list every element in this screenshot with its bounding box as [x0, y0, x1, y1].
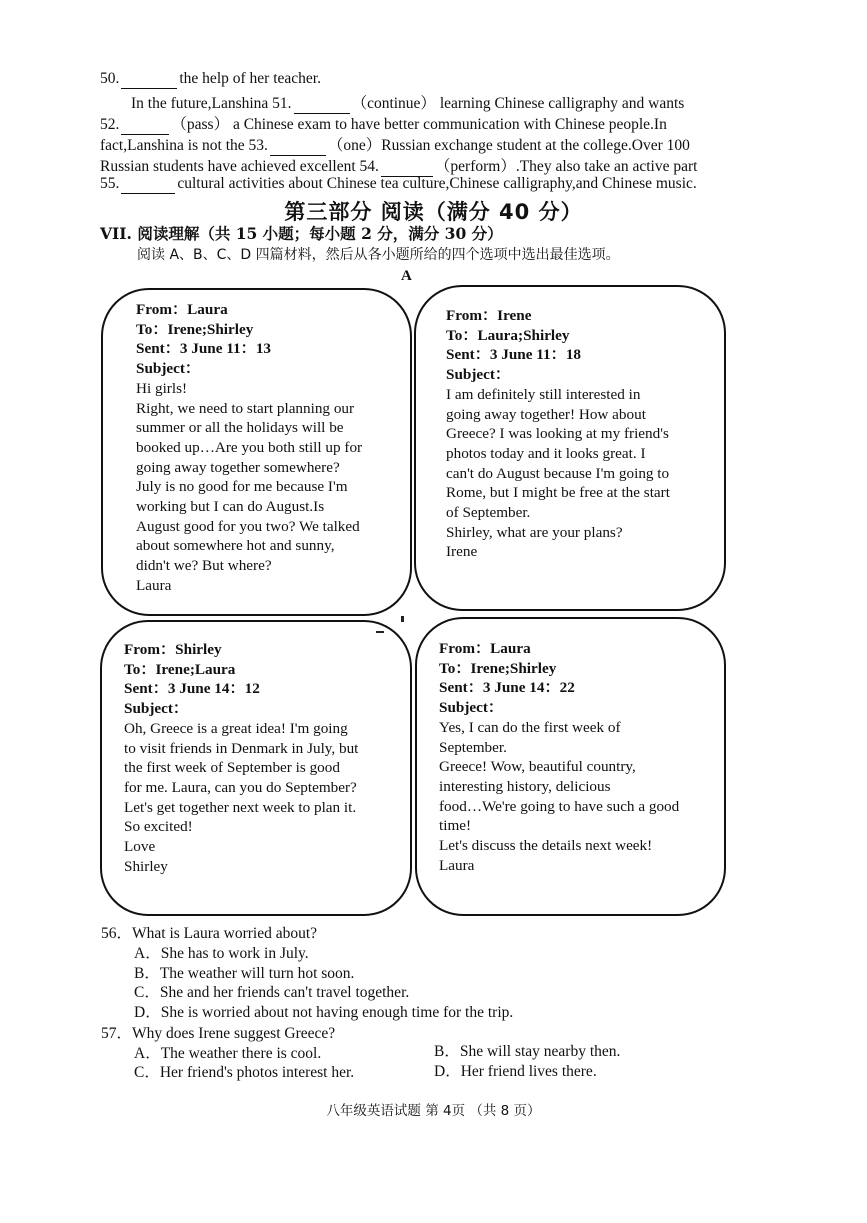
email-to: To：Irene;Laura	[124, 660, 236, 678]
email-body-line: photos today and it looks great. I	[446, 444, 646, 462]
email-body-line: Right, we need to start planning our	[136, 399, 355, 417]
instruction: 阅读 A、B、C、D 四篇材料，然后从各小题所给的四个选项中选出最佳选项。	[137, 247, 620, 263]
email-body-line: Greece? I was looking at my friend's	[446, 425, 669, 443]
email-body-line: about somewhere hot and sunny,	[136, 537, 335, 555]
email-subject: Subject：	[124, 700, 189, 718]
email-signature: Irene	[446, 543, 478, 561]
email-signature: Laura	[439, 856, 475, 874]
email-sent: Sent：3 June 11：18	[446, 346, 582, 364]
email-body-line: going away together somewhere?	[136, 458, 340, 476]
q57-option-d[interactable]: D．Her friend lives there.	[434, 1063, 597, 1080]
email-to: To：Laura;Shirley	[446, 326, 570, 344]
email-body-line: for me. Laura, can you do September?	[124, 778, 357, 796]
email-signature: Laura	[136, 576, 172, 594]
cloze-line-50: 50. the help of her teacher.	[100, 70, 321, 87]
email-sent: Sent：3 June 11：13	[136, 340, 272, 358]
email-body-line: September.	[439, 738, 507, 756]
cloze-line-51: In the future,Lanshina 51. （continue） learning Chinese calligraphy and wants	[131, 95, 685, 112]
email-subject: Subject：	[446, 366, 511, 384]
email-card-irene	[414, 285, 726, 611]
email-from: From：Laura	[439, 640, 531, 657]
email-from: From：Laura	[136, 301, 228, 318]
email-card-laura-1	[101, 288, 412, 616]
email-body-line: Hi girls!	[136, 379, 188, 397]
email-body-line: going away together! How about	[446, 405, 646, 423]
q57-option-a[interactable]: A．The weather there is cool.	[134, 1045, 322, 1062]
part-title: 第三部分 阅读（满分 40 分）	[284, 200, 583, 224]
email-from: From：Shirley	[124, 641, 222, 658]
email-body-line: the first week of September is good	[124, 759, 340, 777]
email-card-shirley	[100, 620, 412, 916]
cloze-line-52: 52. （pass） a Chinese exam to have better communication with Chinese people.In	[100, 116, 667, 133]
email-body-line: food…We're going to have such a good	[439, 797, 680, 815]
email-body-line: working but I can do August.Is	[136, 498, 325, 516]
email-body-line: Shirley, what are your plans?	[446, 523, 623, 541]
cloze-line-53: fact,Lanshina is not the 53. （one）Russian exchange student at the college.Over 100	[100, 137, 690, 154]
email-body-line: Greece! Wow, beautiful country,	[439, 758, 636, 776]
passage-mark: A	[401, 268, 412, 284]
email-body-line: interesting history, delicious	[439, 777, 611, 795]
blank-55[interactable]	[121, 175, 175, 194]
email-signature: Shirley	[124, 857, 168, 875]
email-body-line: August good for you two? We talked	[136, 517, 360, 535]
q56-option-b[interactable]: B．The weather will turn hot soon.	[134, 965, 355, 982]
q57-option-b[interactable]: B．She will stay nearby then.	[434, 1043, 621, 1060]
email-to: To：Irene;Shirley	[439, 659, 557, 677]
q56-option-a[interactable]: A．She has to work in July.	[134, 945, 309, 962]
page-footer: 八年级英语试题 第 4页 （共 8 页）	[326, 1103, 541, 1119]
email-body-line: can't do August because I'm going to	[446, 464, 670, 482]
email-body-line: Rome, but I might be free at the start	[446, 484, 670, 502]
email-body-line: I am definitely still interested in	[446, 385, 641, 403]
blank-50[interactable]	[121, 70, 177, 89]
q57-option-c[interactable]: C．Her friend's photos interest her.	[134, 1064, 355, 1081]
cloze-line-54: Russian students have achieved excellent 54. （perform）.They also take an active part	[100, 158, 698, 175]
scan-speck	[376, 631, 384, 633]
email-to: To：Irene;Shirley	[136, 320, 254, 338]
email-body-line: booked up…Are you both still up for	[136, 438, 363, 456]
email-body-line: Let's get together next week to plan it.	[124, 798, 357, 816]
email-body-line: of September.	[446, 504, 531, 522]
email-subject: Subject：	[439, 699, 504, 717]
email-body-line: to visit friends in Denmark in July, but	[124, 739, 359, 757]
email-sent: Sent：3 June 14：22	[439, 679, 575, 697]
q56-option-c[interactable]: C．She and her friends can't travel together.	[134, 984, 410, 1001]
email-body-line: So excited!	[124, 818, 193, 836]
email-sent: Sent：3 June 14：12	[124, 680, 260, 698]
section-heading: VII. 阅读理解（共 15 小题；每小题 2 分，满分 30 分）	[100, 224, 503, 243]
scan-speck	[401, 616, 404, 622]
email-body-line: July is no good for me because I'm	[136, 478, 348, 496]
email-body-line: Yes, I can do the first week of	[439, 718, 621, 736]
email-from: From：Irene	[446, 307, 532, 324]
question-56-stem: 56．What is Laura worried about?	[101, 925, 318, 942]
question-57-stem: 57．Why does Irene suggest Greece?	[101, 1025, 336, 1042]
email-body-line: Love	[124, 838, 156, 856]
email-card-laura-2	[415, 617, 726, 916]
email-body-line: Oh, Greece is a great idea! I'm going	[124, 719, 348, 737]
email-body-line: didn't we? But where?	[136, 557, 272, 575]
q56-option-d[interactable]: D．She is worried about not having enough time for the trip.	[134, 1004, 514, 1021]
email-body-line: summer or all the holidays will be	[136, 419, 344, 437]
cloze-line-55: 55. cultural activities about Chinese tea culture,Chinese calligraphy,and Chinese music.	[100, 175, 697, 192]
email-body-line: time!	[439, 817, 472, 835]
email-subject: Subject：	[136, 360, 201, 378]
email-body-line: Let's discuss the details next week!	[439, 837, 653, 855]
